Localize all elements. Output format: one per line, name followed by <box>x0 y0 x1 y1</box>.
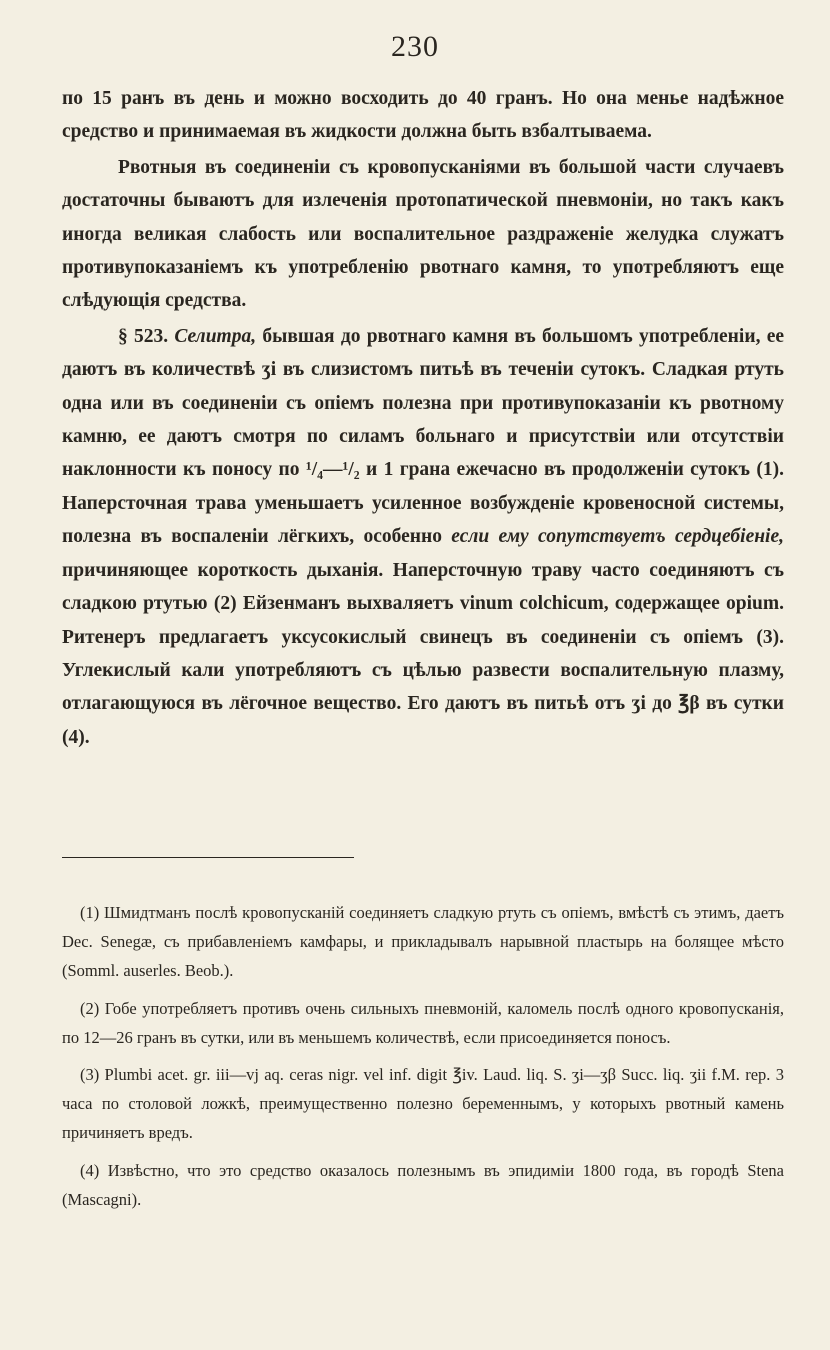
main-text <box>62 82 784 756</box>
section-523 <box>62 320 784 754</box>
footnote-4: (4) Извѣстно, что это средство оказалось полезнымъ въ эпидиміи 1800 года, въ городѣ Stena (Mascagni). <box>62 1160 784 1209</box>
section-text-3: причиняющее короткость дыханія. Наперсточную траву часто соединяютъ съ сладкою ртутью (2) Ейзенманъ выхваляетъ vinum colchicum, содержащее opium. Ритенеръ предлагаетъ уксусокислый свинецъ въ соединеніи съ опіемъ (3). Углекислый кали употребляютъ съ цѣлью развести воспалительную плазму, отлагающуюся въ лёгочное вещество. Его даютъ въ питьѣ отъ ʒі до ℥β въ сутки (4). <box>62 559 784 748</box>
page-number: 230 <box>391 30 439 63</box>
section-text-2: и 1 грана ежечасно въ продолженіи сутокъ (1). Наперсточная трава уменьшаетъ усиленное возбужденіе кровеносной системы, полезна въ воспаленіи лёгкихъ, особенно <box>62 459 785 548</box>
dash: — <box>322 459 343 481</box>
fraction-quarter: ¹/₄ <box>305 459 323 481</box>
section-text-1: бывшая до рвотнаго камня въ большомъ употребленіи, ее даютъ въ количествѣ ʒі въ слизистомъ питьѣ въ теченіи сутокъ. Сладкая ртуть одна или въ соединеніи съ опіемъ полезна при противупоказаніи къ рвотному камню, ее даютъ смотря по силамъ больнаго и присутствіи или отсутствіи наклонности къ поносу по <box>62 325 784 481</box>
section-lead-term: Селитра, <box>174 325 257 347</box>
paragraph-continuation: по 15 ранъ въ день и можно восходить до 40 гранъ. Но она менье надѣжное средство и принимаемая въ жидкости должна быть взбалтываема. <box>62 88 784 143</box>
footnotes <box>62 898 784 1222</box>
paragraph-emetics: Рвотныя въ соединеніи съ кровопусканіями въ большой части случаевъ достаточны бываютъ для излеченія протопатической пневмоніи, но такъ какъ иногда великая слабость или воспалительное раздраженіе желудка служатъ противупоказаніемъ къ употребленію рвотнаго камня, то употребляютъ еще слѣдующія средства. <box>62 156 784 312</box>
footnote-divider <box>62 857 354 858</box>
footnote-2: (2) Гобе употребляетъ противъ очень сильныхъ пневмоній, каломель послѣ одного кровопусканія, по 12—26 гранъ въ сутки, или въ меньшемъ количествѣ, если присоединяется поносъ. <box>62 998 784 1047</box>
footnote-1: (1) Шмидтманъ послѣ кровопусканій соединяетъ сладкую ртуть съ опіемъ, вмѣстѣ съ этимъ, даетъ Dec. Senegæ, съ прибавленіемъ камфары, и прикладывалъ нарывной пластырь на болящее мѣсто (Somml. auserles. Beob.). <box>62 903 784 981</box>
section-number: § 523. <box>118 325 169 347</box>
footnote-3: (3) Plumbi acet. gr. iii—vj aq. ceras nigr. vel inf. digit ℥iv. Laud. liq. S. ʒi—ʒβ Succ. liq. ʒii f.M. rep. 3 часа по столовой ложкѣ, преимущественно полезно беременнымъ, у которыхъ рвотный камень причиняетъ вредъ. <box>62 1065 784 1143</box>
section-italic-phrase: если ему сопутствуетъ сердцебіеніе, <box>451 526 784 548</box>
fraction-half: ¹/₂ <box>342 459 360 481</box>
